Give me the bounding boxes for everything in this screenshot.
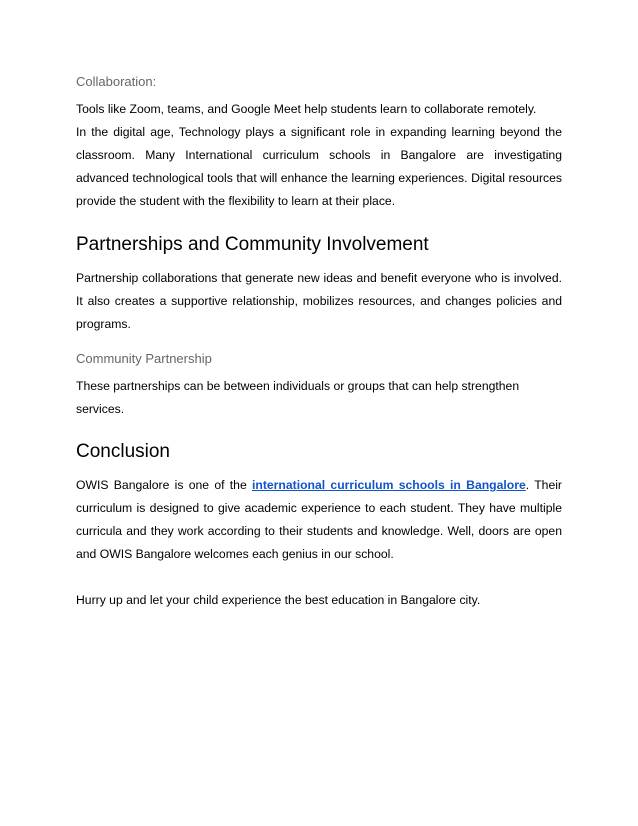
conclusion-intro-text: OWIS Bangalore is one of the [76, 478, 253, 492]
conclusion-body-text: . Their curriculum is designed to give academic experience to each student. They have multiple curricula and they work according to their students and knowledge. Well, doors are open and OWIS Bangalore welcomes each genius in our school. [76, 478, 562, 561]
conclusion-heading: Conclusion [76, 441, 170, 462]
community-partnership-heading: Community Partnership [76, 351, 212, 366]
collaboration-heading: Collaboration: [76, 74, 157, 89]
international-schools-link[interactable]: international curriculum schools in Bangalore [252, 478, 526, 492]
collaboration-paragraph: In the digital age, Technology plays a significant role in expanding learning beyond the classroom. Many International curriculum schools in Bangalore are investigating advanced technological tools that will enhance the learning experiences. Digital resources provide the student with the flexibility to learn at their place. [76, 125, 562, 208]
collaboration-tools-line: Tools like Zoom, teams, and Google Meet help students learn to collaborate remotely. [76, 102, 537, 116]
partnerships-paragraph: Partnership collaborations that generate new ideas and benefit everyone who is involved. It also creates a supportive relationship, mobilizes resources, and changes policies and programs. [76, 271, 562, 331]
partnerships-heading: Partnerships and Community Involvement [76, 234, 429, 255]
community-partnership-paragraph: These partnerships can be between individuals or groups that can help strengthen services. [76, 379, 520, 416]
closing-line: Hurry up and let your child experience the best education in Bangalore city. [76, 593, 481, 607]
conclusion-paragraph [76, 474, 562, 566]
